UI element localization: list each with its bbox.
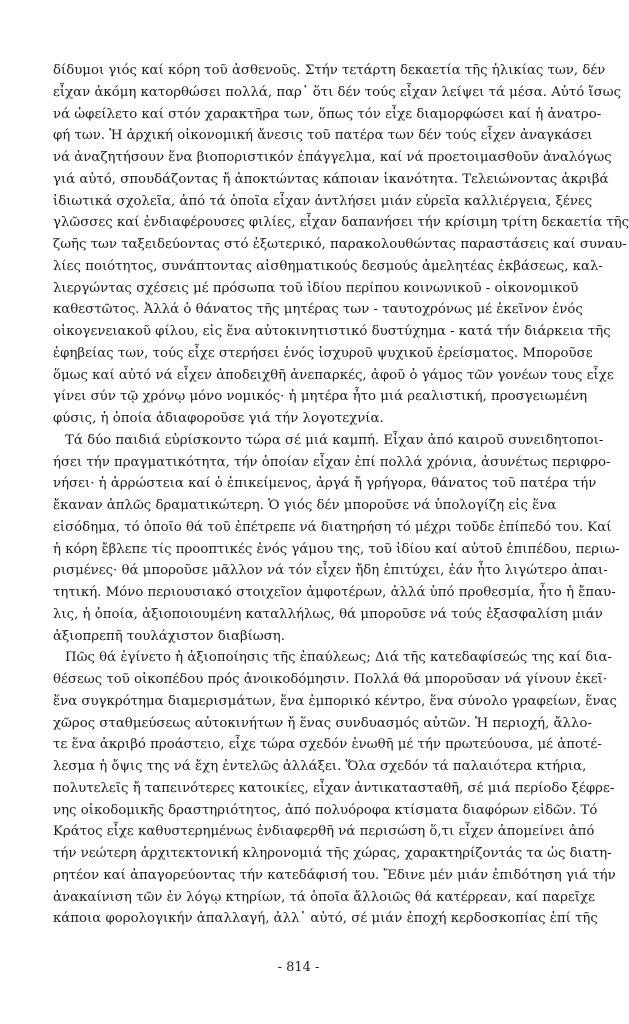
text-line: φύσις, ἡ ὁποία ἀδιαφοροῦσε γιά τήν λογοτεχνία. bbox=[53, 411, 384, 426]
text-line: θέσεως τοῦ οἰκοπέδου πρός ἀνοικοδόμησιν. Πολλά θά μποροῦσαν νά γίνουν ἐκεῖ· bbox=[53, 672, 608, 687]
text-line: ζωῆς των ταξειδεύοντας στό ἐξωτερικό, παρακολουθώντας παραστάσεις καί συναυ- bbox=[53, 237, 627, 252]
text-line: νά ὠφείλετο καί στόν χαρακτῆρα των, ὅπως τόν εἶχε διαμορφώσει καί ἡ ἀνατρο- bbox=[53, 106, 602, 122]
text-line: γιά αὐτό, σπουδάζοντας ἤ ἀποκτώντας κάποιαν ἱκανότητα. Τελειώνοντας ἀκριβά bbox=[53, 171, 609, 187]
text-line: ἀξιοπρεπῆ τουλάχιστον διαβίωση. bbox=[53, 628, 285, 644]
text-line: εἶχαν ἀκόμη κατορθώσει πολλά, παρ᾿ ὅτι δέν τούς εἶχαν λείψει τά μέσα. Αὐτό ἴσως bbox=[53, 84, 622, 100]
text-line: φή των. Ἡ ἀρχική οἰκονομική ἄνεσις τοῦ πατέρα των δέν τούς εἶχεν ἀναγκάσει bbox=[53, 128, 593, 144]
text-line: ρητέον καί ἀπαγορεύοντας τήν κατεδάφισή του. Ἔδινε μέν μιάν ἐπιδότηση γιά τήν bbox=[53, 867, 616, 883]
text-line: τητική. Μόνο περιουσιακό στοιχεῖον ἀμφοτέρων, ἀλλά ὑπό προθεσμία, ἦτο ἡ ἔπαυ- bbox=[53, 585, 616, 600]
text-line: ἀνακαίνιση τῶν ἐν λόγῳ κτηρίων, τά ὁποῖα ἄλλοιῶς θά κατέρρεαν, καί παρεῖχε bbox=[53, 889, 595, 905]
text-line: πολυτελεῖς ἤ ταπεινότερες κατοικίες, εἶχαν ἀντικατασταθῆ, σέ μιά περίοδο ξέφρε- bbox=[53, 780, 615, 796]
text-line: ἕνα συγκρότημα διαμερισμάτων, ἕνα ἐμπορικό κέντρο, ἕνα σύνολο γραφείων, ἕνας bbox=[53, 693, 617, 709]
text-line: ρισμένες· θά μποροῦσε μᾶλλον νά τόν εἶχεν ἤδη ἐπιτύχει, ἐάν ἦτο λιγώτερο ἀπαι- bbox=[53, 563, 608, 579]
text-line: εἰσόδημα, τό ὁποῖο θά τοῦ ἐπέτρεπε νά διατηρήση τό μέχρι τοῦδε ἐπίπεδό του. Καί bbox=[53, 519, 612, 535]
text-line: νά ἀναζητήσουν ἕνα βιοποριστικόν ἐπάγγελμα, καί νά προετοιμασθοῦν ἀναλόγως bbox=[53, 150, 612, 165]
text-line: οἰκογενειακοῦ φίλου, εἰς ἕνα αὐτοκινητιστικό δυστύχημα - κατά τήν διάρκεια τῆς bbox=[53, 324, 611, 339]
text-line: τε ἕνα ἀκριβό προάστειο, εἶχε τώρα σχεδόν ἑνωθῆ μέ τήν πρωτεύουσα, μέ ἀποτέ- bbox=[53, 737, 602, 753]
body-text bbox=[53, 60, 629, 930]
text-line: χῶρος σταθμεύσεως αὐτοκινήτων ἤ ἕνας συνδυασμός αὐτῶν. Ἡ περιοχή, ἄλλο- bbox=[53, 715, 592, 731]
page-number: - 814 - bbox=[277, 960, 320, 975]
text-line: νήσει· ἡ ἀρρώστεια καί ὁ ἐπικείμενος, ἀργά ἤ γρήγορα, θάνατος τοῦ πατέρα τήν bbox=[53, 476, 597, 492]
text-line: Πῶς θά ἐγίνετο ἡ ἀξιοποίησις τῆς ἐπαύλεως; Διά τῆς κατεδαφίσεώς της καί δια- bbox=[65, 650, 612, 666]
text-line: γίνει σύν τῷ χρόνῳ μόνο νομικός· ἡ μητέρα ἦτο μιά ρεαλιστική, προσγειωμένη bbox=[53, 389, 588, 405]
text-line: τήν νεώτερη ἀρχιτεκτονική κληρονομιά τῆς χώρας, χαρακτηρίζοντάς τα ὡς διατη- bbox=[53, 846, 612, 861]
text-line: λιεργώντας σχέσεις μέ πρόσωπα τοῦ ἰδίου περίπου κοινωνικοῦ - οἰκονομικοῦ bbox=[53, 280, 579, 296]
text-line: Τά δύο παιδιά εὑρίσκοντο τώρα σέ μιά καμπή. Εἶχαν ἀπό καιροῦ συνειδητοποι- bbox=[65, 432, 604, 448]
text-line: ἰδιωτικά σχολεῖα, ἀπό τά ὁποῖα εἶχαν ἀντλήσει μιάν εὐρεῖα καλλιέργεια, ξένες bbox=[53, 193, 593, 209]
text-line: καθεστῶτος. Ἀλλά ὁ θάνατος τῆς μητέρας των - ταυτοχρόνως μέ ἐκεῖνον ἑνός bbox=[53, 302, 583, 318]
text-line: δίδυμοι γιός καί κόρη τοῦ ἀσθενοῦς. Στήν τετάρτη δεκαετία τῆς ἡλικίας των, δέν bbox=[53, 63, 606, 78]
text-line: νης οἰκοδομικῆς δραστηριότητος, ἀπό πολυόροφα κτίσματα διαφόρων εἰδῶν. Τό bbox=[53, 802, 598, 818]
text-line: λίες ποιότητος, συνάπτοντας αἰσθηματικούς δεσμούς ἀμελητέας ἐκβάσεως, καλ- bbox=[53, 258, 603, 274]
text-line: λις, ἡ ὁποία, ἀξιοποιουμένη καταλλήλως, θά μποροῦσε νά τούς ἐξασφαλίση μιάν bbox=[53, 606, 603, 622]
text-line: ἐφηβείας των, τούς εἶχε στερήσει ἑνός ἰσχυροῦ ψυχικοῦ ἐρείσματος. Μποροῦσε bbox=[53, 345, 593, 361]
text-line: κάποια φορολογικήν ἀπαλλαγή, ἀλλ᾿ αὐτό, σέ μιάν ἐποχή κερδοσκοπίας ἐπί τῆς bbox=[53, 911, 598, 927]
text-line: Κράτος εἶχε καθυστερημένως ἐνδιαφερθῆ νά περισώση ὅ,τι εἶχεν ἀπομείνει ἀπό bbox=[53, 824, 595, 840]
text-line: ἡ κόρη ἔβλεπε τίς προοπτικές ἑνός γάμου της, τοῦ ἰδίου καί αὐτοῦ ἐπιπέδου, περιω- bbox=[53, 541, 620, 557]
text-line: ὅμως καί αὐτό νά εἶχεν ἀποδειχθῆ ἀνεπαρκές, ἀφοῦ ὁ γάμος τῶν γονέων τους εἶχε bbox=[53, 367, 614, 383]
text-line: ήσει τήν πραγματικότητα, τήν ὁποίαν εἶχαν ἐπί πολλά χρόνια, ἀσυνέτως περιφρο- bbox=[53, 454, 611, 470]
text-line: λεσμα ἡ ὄψις της νά ἔχη ἐντελῶς ἀλλάξει. Ὅλα σχεδόν τά παλαιότερα κτήρια, bbox=[53, 759, 587, 774]
text-line: γλῶσσες καί ἐνδιαφέρουσες φιλίες, εἶχαν δαπανήσει τήν κρίσιμη τρίτη δεκαετία τῆς bbox=[53, 215, 629, 231]
text-line: ἔκαναν ἁπλῶς δραματικώτερη. Ὁ γιός δέν μποροῦσε νά ὑπολογίζη εἰς ἕνα bbox=[53, 498, 557, 513]
